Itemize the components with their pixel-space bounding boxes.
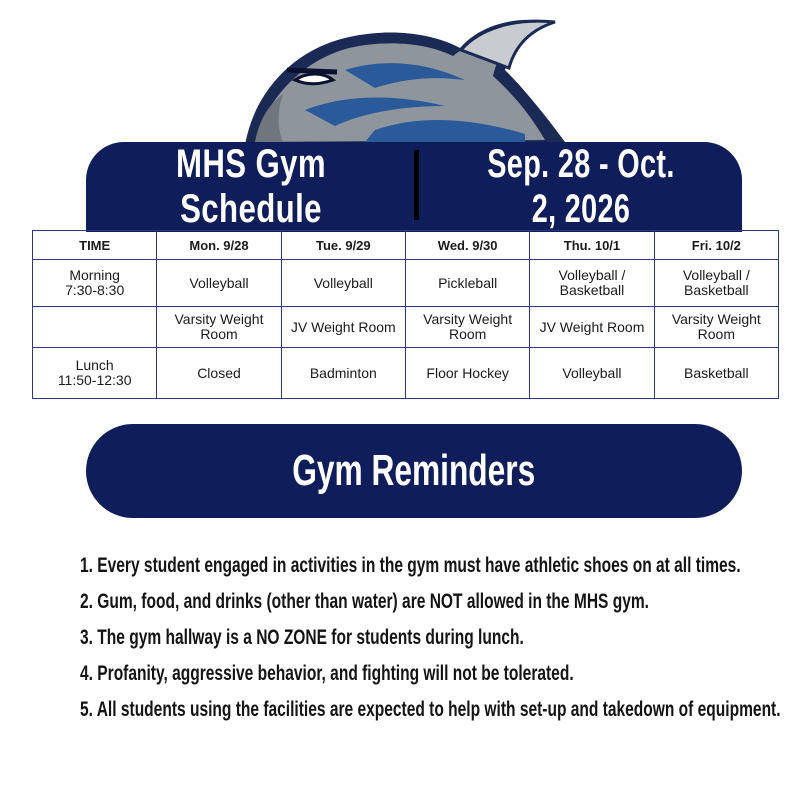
col-header-wed: Wed. 9/30 [405, 231, 529, 260]
table-cell: Varsity Weight Room [405, 307, 529, 348]
dolphin-mascot-logo [225, 10, 585, 150]
date-range: Sep. 28 - Oct. 2, 2026 [487, 142, 675, 231]
col-header-tue: Tue. 9/29 [281, 231, 405, 260]
col-header-time: TIME [33, 231, 157, 260]
table-cell: Volleyball / Basketball [530, 260, 654, 307]
table-cell: Floor Hockey [405, 348, 529, 399]
reminders-list [80, 548, 800, 728]
list-item: 2. Gum, food, and drinks (other than water) are NOT allowed in the MHS gym. [80, 590, 650, 613]
table-cell: Morning 7:30-8:30 [33, 260, 157, 307]
table-cell: JV Weight Room [530, 307, 654, 348]
table-cell: JV Weight Room [281, 307, 405, 348]
col-header-thu: Thu. 10/1 [530, 231, 654, 260]
list-item: 5. All students using the facilities are expected to help with set-up and takedown of equipment. [80, 698, 781, 721]
table-row [33, 348, 779, 399]
table-header-row [33, 231, 779, 260]
table-cell: Lunch 11:50-12:30 [33, 348, 157, 399]
table-cell: Volleyball / Basketball [654, 260, 778, 307]
table-cell: Varsity Weight Room [157, 307, 281, 348]
table-cell: Varsity Weight Room [654, 307, 778, 348]
list-item: 4. Profanity, aggressive behavior, and fighting will not be tolerated. [80, 662, 574, 685]
schedule-table [32, 230, 779, 399]
list-item: 1. Every student engaged in activities in the gym must have athletic shoes on at all times. [80, 554, 741, 577]
col-header-mon: Mon. 9/28 [157, 231, 281, 260]
table-cell: Volleyball [281, 260, 405, 307]
table-cell: Closed [157, 348, 281, 399]
table-cell [33, 307, 157, 348]
list-item: 3. The gym hallway is a NO ZONE for students during lunch. [80, 626, 524, 649]
table-cell: Volleyball [530, 348, 654, 399]
page-title: MHS Gym Schedule [175, 142, 327, 231]
table-cell: Volleyball [157, 260, 281, 307]
table-cell: Badminton [281, 348, 405, 399]
schedule-header-bar [86, 142, 742, 232]
reminders-title: Gym Reminders [292, 446, 536, 495]
table-cell: Basketball [654, 348, 778, 399]
table-cell: Pickleball [405, 260, 529, 307]
table-row [33, 307, 779, 348]
reminders-header-bar [86, 424, 742, 518]
col-header-fri: Fri. 10/2 [654, 231, 778, 260]
header-divider [414, 150, 419, 220]
table-row [33, 260, 779, 307]
